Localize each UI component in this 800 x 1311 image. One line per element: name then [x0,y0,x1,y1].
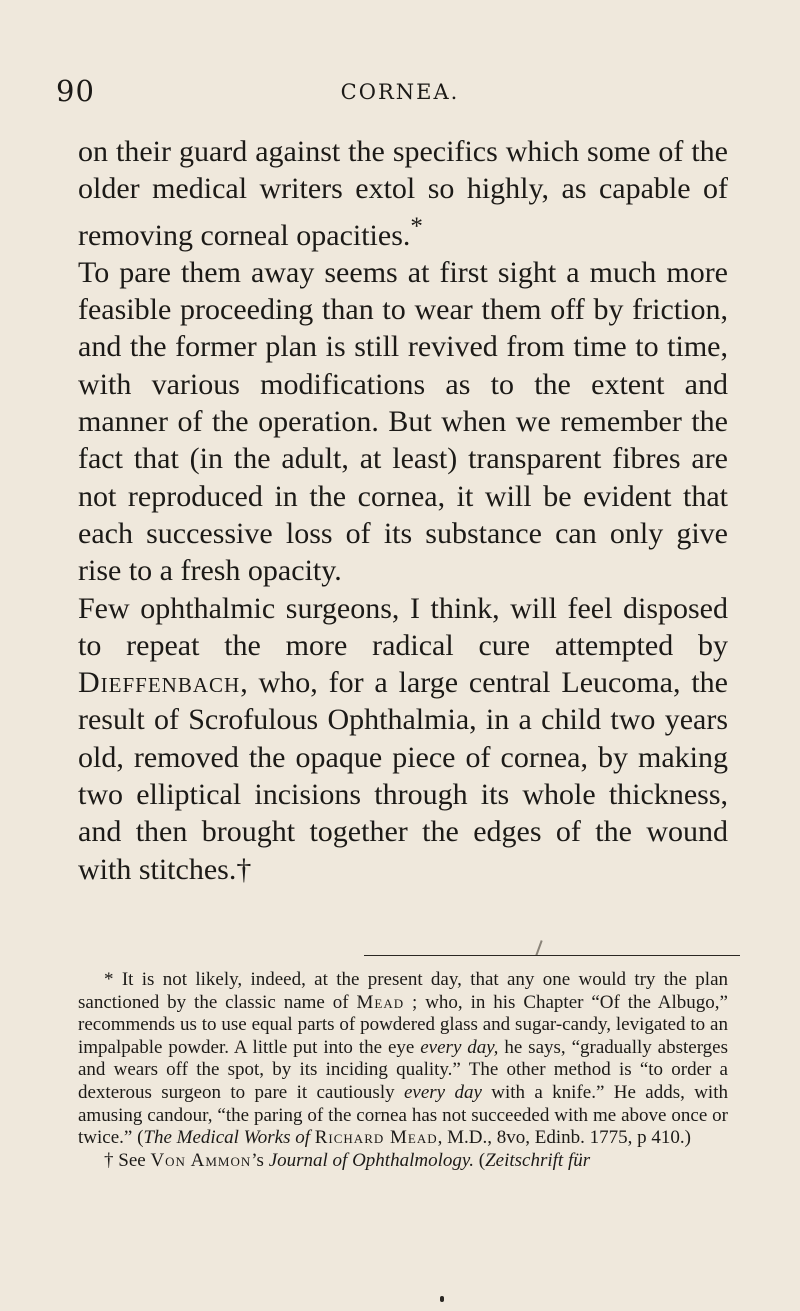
paragraph-1-text: on their guard against the specifics which some of the older medical writers extol so highly, as capable of removing corneal opacities. [78,135,728,252]
journal-title: Journal of Ophthalmology. [268,1149,475,1171]
footnote-1-text-a: It is not likely, indeed, at the present day, that any one would try the plan sanctioned by the classic name of [78,969,728,1013]
name-richard-mead: Richard Mead [314,1127,438,1149]
main-text [78,133,728,888]
footnotes [78,969,728,1172]
paragraph-3 [78,590,728,888]
paragraph-1 [78,133,728,254]
footnote-1-text-e: , M.D., 8vo, Edinb. 1775, p 410.) [437,1127,691,1149]
footnote-1-mark: * [104,969,114,990]
page-number: 90 [56,74,95,108]
paragraph-3-text-b: , who, for a large central Leucoma, the result of Scrofulous Ophthalmia, in a child two years old, removed the opaque piece of cornea, by making two elliptical incisions through its whole thickness, and then brought together the edges of the wound with stitches. [78,666,728,886]
zeitschrift-title: Zeitschrift für [485,1149,591,1171]
book-title-medical-works: The Medical Works of [143,1127,310,1149]
paragraph-2 [78,254,728,590]
name-von-ammon: Von Ammon [150,1149,252,1171]
footnote-1-text-b: ; who, in his Chapter “Of the Albugo,” recommends us to use equal parts of powdered glass and sugar-candy, levigated to an impalpable powder. A little put into the eye [78,991,728,1058]
footnote-1 [78,969,728,1150]
footnote-2 [78,1150,728,1173]
name-dieffenbach: Dieffenbach [78,666,241,700]
footnote-2-mark: † [104,1149,114,1171]
name-mead: Mead [356,991,405,1013]
footnote-2-text-b: ’s [251,1149,264,1171]
paragraph-2-text: To pare them away seems at first sight a much more feasible proceeding than to wear them off by friction, and the former plan is still revived from time to time, with various modifications as to the extent and manner of the operation. But when we remember the fact that (in the adult, at least) transparent fibres are not reproduced in the cornea, it will be evident that each successive loss of its substance can only give rise to a fresh opacity. [78,255,728,588]
emphasis-every-day: every day, [420,1036,499,1058]
footnote-rule [364,955,740,956]
footnote-ref-dagger: † [236,852,252,886]
paragraph-3-text-a: Few ophthalmic surgeons, I think, will feel disposed to repeat the more radical cure attempted by [78,591,728,662]
emphasis-every-day-2: every day [403,1081,482,1103]
footnote-1-text-c: he says, “gradually absterges and wears off the spot, by its inciding quality.” The other method is “to order a dexterous surgeon to pare it cautiously [78,1036,729,1103]
footnote-ref-star: * [410,212,423,240]
footnote-2-text-a: See [118,1149,146,1171]
ink-speck [440,1296,444,1302]
running-title: CORNEA. [340,80,460,104]
stray-mark [535,940,542,956]
footnote-2-text-c: ( [478,1149,486,1171]
footnote-1-text-d: with a knife.” He adds, with amusing candour, “the paring of the cornea has not succeeded with me above once or twice.” ( [78,1081,728,1149]
